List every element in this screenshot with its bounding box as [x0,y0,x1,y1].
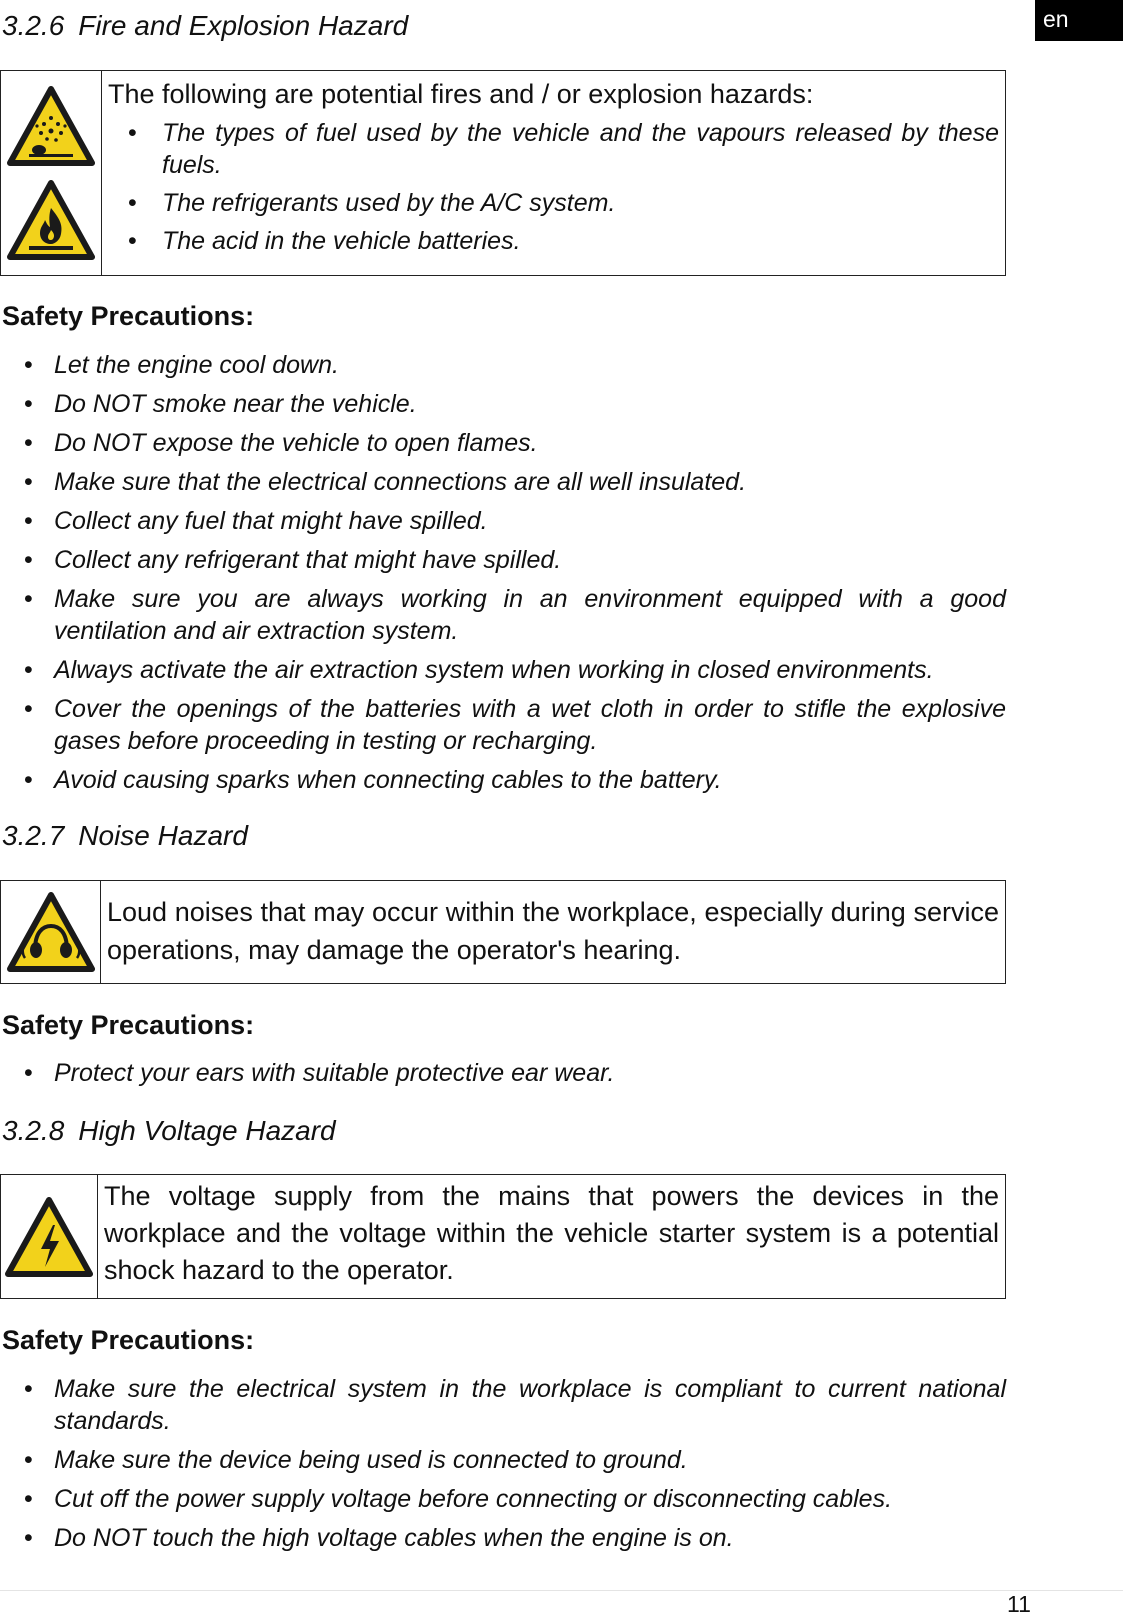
high-voltage-hazard-text [98,1175,1005,1298]
section-heading-high-voltage [2,1115,336,1147]
hazard-intro-text: The following are potential fires and / or explosion hazards: [108,79,814,109]
list-item: • Collect any refrigerant that might have spilled. [0,544,1006,576]
safety-precautions-heading: Safety Precautions: [2,1325,255,1355]
fire-warning-icon [7,180,95,260]
section-number: 3.2.8 [2,1115,65,1146]
section-title: Fire and Explosion Hazard [78,10,409,41]
hazard-intro-text: Loud noises that may occur within the workplace, especially during service operations, may damage the operator's hearing. [107,897,999,965]
list-item: • The types of fuel used by the vehicle and the vapours released by these fuels. [108,117,999,181]
list-item: • The acid in the vehicle batteries. [108,225,999,257]
language-tab: en [1035,0,1123,41]
fire-explosion-hazard-box [0,70,1006,276]
noise-precautions-list [0,1057,1006,1096]
list-item: • Cut off the power supply voltage before connecting or disconnecting cables. [0,1483,1006,1515]
list-item: • Cover the openings of the batteries with a wet cloth in order to stifle the explosive gases before proceeding in testing or recharging. [0,693,1006,757]
list-item: • Do NOT smoke near the vehicle. [0,388,1006,420]
high-voltage-warning-icon [5,1197,93,1277]
list-item: • Protect your ears with suitable protective ear wear. [0,1057,1006,1089]
noise-hazard-text [101,881,1005,983]
page-number: 11 [1007,1591,1031,1617]
section-title: Noise Hazard [78,820,248,851]
list-item: • Let the engine cool down. [0,349,1006,381]
section-heading-fire-explosion [2,10,408,42]
list-item: • Make sure the device being used is connected to ground. [0,1444,1006,1476]
list-item: • Make sure you are always working in an environment equipped with a good ventilation and air extraction system. [0,583,1006,647]
hazard-intro-text: The voltage supply from the mains that powers the devices in the workplace and the voltage within the vehicle starter system is a potential shock hazard to the operator. [104,1181,999,1285]
noise-hazard-box [0,880,1006,984]
list-item: • Make sure that the electrical connections are all well insulated. [0,466,1006,498]
noise-warning-icon [7,892,95,972]
list-item: • Make sure the electrical system in the workplace is compliant to current national standards. [0,1373,1006,1437]
explosion-warning-icon [7,86,95,166]
list-item: • The refrigerants used by the A/C system. [108,187,999,219]
list-item: • Do NOT touch the high voltage cables when the engine is on. [0,1522,1006,1554]
list-item: • Do NOT expose the vehicle to open flames. [0,427,1006,459]
hazard-icons-column [1,1175,98,1298]
section-number: 3.2.7 [2,820,65,851]
safety-precautions-heading: Safety Precautions: [2,1010,255,1040]
section-number: 3.2.6 [2,10,65,41]
hazard-icons-column [1,71,102,275]
high-voltage-hazard-box [0,1174,1006,1299]
list-item: • Avoid causing sparks when connecting cables to the battery. [0,764,1006,796]
fire-explosion-precautions-list [0,349,1006,803]
fire-explosion-hazard-list [108,117,999,257]
hazard-icons-column [1,881,101,983]
safety-precautions-heading: Safety Precautions: [2,301,255,331]
list-item: • Collect any fuel that might have spilled. [0,505,1006,537]
fire-explosion-hazard-text [102,71,1005,275]
footer-divider [0,1590,1123,1591]
section-heading-noise [2,820,248,852]
list-item: • Always activate the air extraction system when working in closed environments. [0,654,1006,686]
high-voltage-precautions-list [0,1373,1006,1561]
section-title: High Voltage Hazard [78,1115,336,1146]
